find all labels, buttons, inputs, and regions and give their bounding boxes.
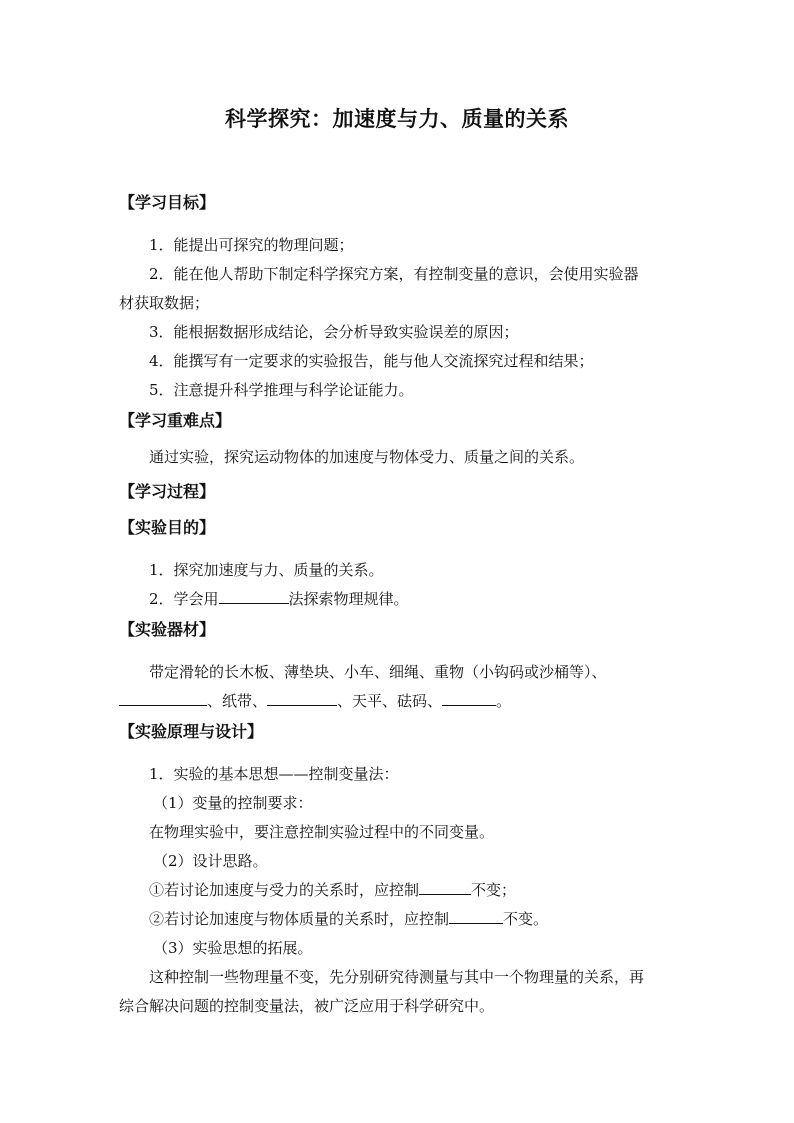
equipment-line-2	[119, 687, 679, 716]
principle-p6-prefix: ②若讨论加速度与物体质量的关系时，应控制	[149, 910, 450, 928]
objective-item-2-cont: 材获取数据；	[119, 294, 210, 312]
fill-blank-equipment-2[interactable]	[267, 690, 337, 706]
heading-key-points: 【学习重难点】	[119, 411, 232, 430]
principle-p1: 1．实验的基本思想——控制变量法：	[149, 765, 399, 783]
purpose-item-1: 1．探究加速度与力、质量的关系。	[149, 561, 384, 579]
equipment-line-1: 带定滑轮的长木板、薄垫块、小车、细绳、重物（小钩码或沙桶等）、	[149, 663, 607, 681]
heading-purpose: 【实验目的】	[119, 518, 216, 537]
objective-item-4: 4．能撰写有一定要求的实验报告，能与他人交流探究过程和结果；	[149, 352, 594, 370]
principle-p5-suffix: 不变；	[471, 881, 517, 899]
principle-p6-suffix: 不变。	[503, 910, 549, 928]
principle-p7: （3）实验思想的拓展。	[153, 939, 313, 957]
equipment-text-a: 、纸带、	[207, 692, 268, 710]
document-body	[119, 187, 679, 1021]
purpose-item-2	[119, 585, 679, 614]
heading-process: 【学习过程】	[119, 482, 216, 501]
objective-item-5: 5．注意提升科学推理与科学论证能力。	[149, 381, 414, 399]
principle-p6	[119, 905, 679, 934]
equipment-text-b: 、天平、砝码、	[337, 692, 443, 710]
fill-blank-method[interactable]	[219, 588, 289, 604]
principle-p2: （1）变量的控制要求：	[153, 794, 313, 812]
objective-item-2: 2．能在他人帮助下制定科学探究方案，有控制变量的意识，会使用实验器	[149, 265, 639, 283]
fill-blank-equipment-3[interactable]	[442, 690, 496, 706]
purpose-item-2-prefix: 2．学会用	[149, 590, 219, 608]
objective-item-3: 3．能根据数据形成结论，会分析导致实验误差的原因；	[149, 323, 519, 341]
principle-p4: （2）设计思路。	[153, 852, 268, 870]
principle-p3: 在物理实验中，要注意控制实验过程中的不同变量。	[149, 823, 495, 841]
heading-principle: 【实验原理与设计】	[119, 722, 264, 741]
key-points-text: 通过实验，探究运动物体的加速度与物体受力、质量之间的关系。	[149, 448, 585, 466]
fill-blank-control-mass[interactable]	[449, 908, 503, 924]
fill-blank-equipment-1[interactable]	[119, 690, 207, 706]
page-title: 科学探究：加速度与力、质量的关系	[225, 107, 569, 131]
equipment-text-c: 。	[496, 692, 512, 710]
principle-p5	[119, 876, 679, 905]
principle-p9: 综合解决问题的控制变量法，被广泛应用于科学研究中。	[119, 997, 495, 1015]
principle-p8: 这种控制一些物理量不变，先分别研究待测量与其中一个物理量的关系，再	[149, 968, 645, 986]
principle-p5-prefix: ①若讨论加速度与受力的关系时，应控制	[149, 881, 420, 899]
heading-equipment: 【实验器材】	[119, 620, 216, 639]
heading-objectives: 【学习目标】	[119, 193, 216, 212]
objective-item-1: 1．能提出可探究的物理问题；	[149, 236, 354, 254]
purpose-item-2-suffix: 法探索物理规律。	[288, 590, 409, 608]
fill-blank-control-force[interactable]	[419, 879, 471, 895]
